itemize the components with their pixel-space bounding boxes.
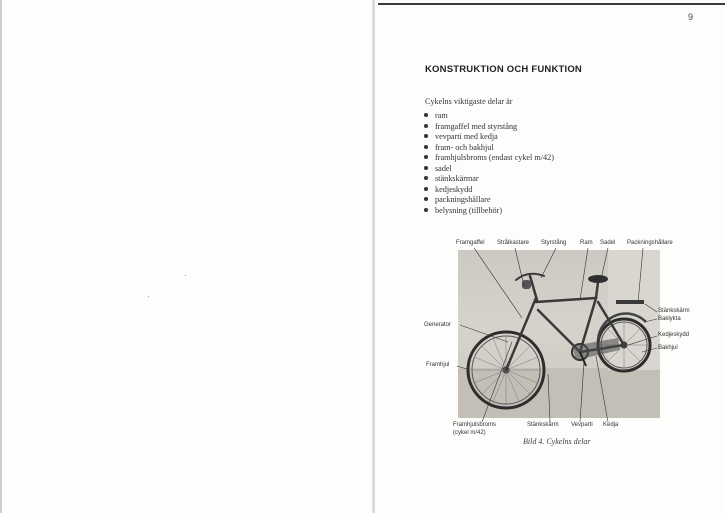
label-vevparti: Vevparti <box>571 422 593 428</box>
intro-text: Cykelns viktigaste delar är <box>425 97 513 106</box>
label-framhjul: Framhjul <box>426 362 450 368</box>
list-item: vevparti med kedja <box>424 132 554 143</box>
label-cykel-m42: (cykel m/42) <box>453 430 486 436</box>
label-ram: Ram <box>580 240 593 246</box>
list-item: belysning (tillbehör) <box>424 206 554 217</box>
list-item: packningshållare <box>424 195 554 206</box>
section-heading: KONSTRUKTION OCH FUNKTION <box>425 64 582 75</box>
page-number: 9 <box>688 12 694 22</box>
figure-caption: Bild 4. Cykelns delar <box>523 437 591 446</box>
label-stralkastare: Strålkastare <box>497 240 530 246</box>
label-framgaffel: Framgaffel <box>456 240 485 246</box>
label-baklykta: Baklykta <box>658 316 681 322</box>
label-styrstang: Styrstång <box>541 240 567 246</box>
list-item: fram- och bakhjul <box>424 143 554 154</box>
label-framhjulsbroms: Framhjulsbroms <box>453 422 497 428</box>
list-item: stänkskärmar <box>424 174 554 185</box>
label-kedjeskydd: Kedjeskydd <box>658 332 690 338</box>
label-kedja: Kedja <box>603 422 619 428</box>
label-sadel: Sadel <box>600 240 616 246</box>
list-item: framgaffel med styrstång <box>424 122 554 133</box>
list-item: ram <box>424 111 554 122</box>
label-packningshallare: Packningshållare <box>627 240 673 246</box>
label-stankskarm-right: Stänkskärm <box>658 308 690 314</box>
label-generator: Generator <box>424 322 452 328</box>
list-item: kedjeskydd <box>424 185 554 196</box>
list-item: sadel <box>424 164 554 175</box>
label-bakhjul: Bakhjul <box>658 345 678 351</box>
label-stankskarm-bottom: Stänkskärm <box>527 422 559 428</box>
list-item: framhjulsbroms (endast cykel m/42) <box>424 153 554 164</box>
